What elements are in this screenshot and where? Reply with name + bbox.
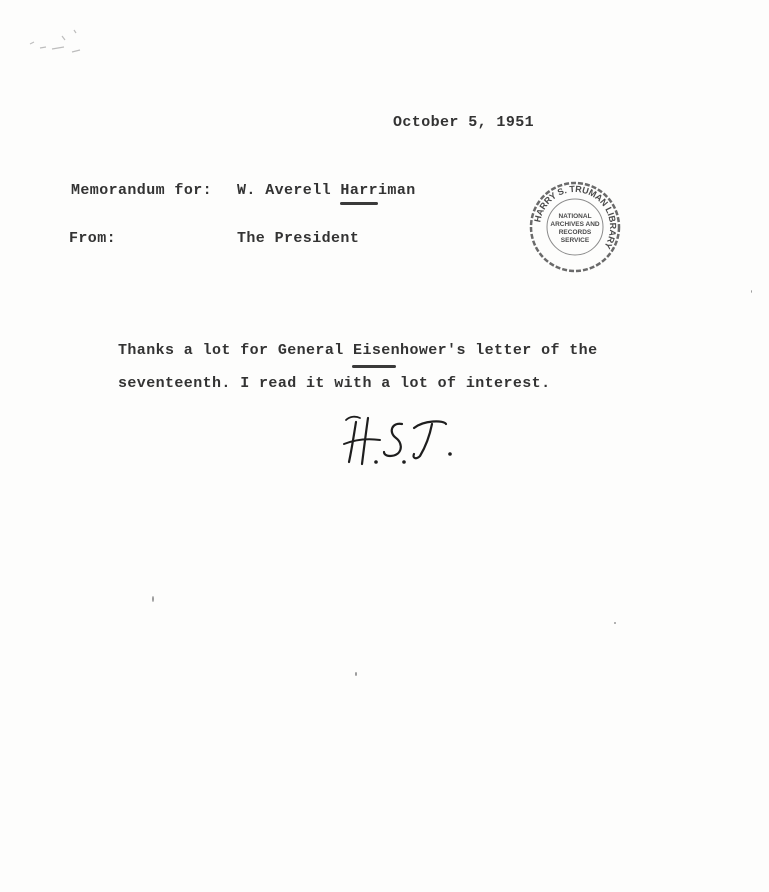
sender-name: The President (237, 230, 360, 247)
recipient-underline-mark (340, 202, 378, 205)
archive-stamp (528, 180, 622, 274)
paper-speck (355, 672, 357, 676)
corner-scribble-marks (22, 22, 92, 62)
eisenhower-underline-mark (352, 365, 396, 368)
paper-speck (152, 596, 154, 602)
svg-text:ARCHIVES AND: ARCHIVES AND (550, 221, 600, 228)
body-text-line-1: Thanks a lot for General Eisenhower's letter of the (118, 342, 598, 359)
handwritten-initials-signature (340, 410, 460, 475)
svg-text:SERVICE: SERVICE (560, 237, 590, 244)
svg-text:HARRY S. TRUMAN LIBRARY: HARRY S. TRUMAN LIBRARY (532, 183, 619, 251)
memo-date: October 5, 1951 (393, 114, 535, 131)
memorandum-for-label: Memorandum for: (71, 182, 213, 199)
paper-speck (751, 290, 752, 293)
paper-speck (614, 622, 616, 624)
svg-text:RECORDS: RECORDS (558, 229, 592, 236)
body-text-line-2: seventeenth. I read it with a lot of interest. (118, 375, 551, 392)
svg-text:NATIONAL: NATIONAL (558, 213, 592, 220)
from-label: From: (69, 230, 117, 247)
recipient-name: W. Averell Harriman (237, 182, 416, 199)
